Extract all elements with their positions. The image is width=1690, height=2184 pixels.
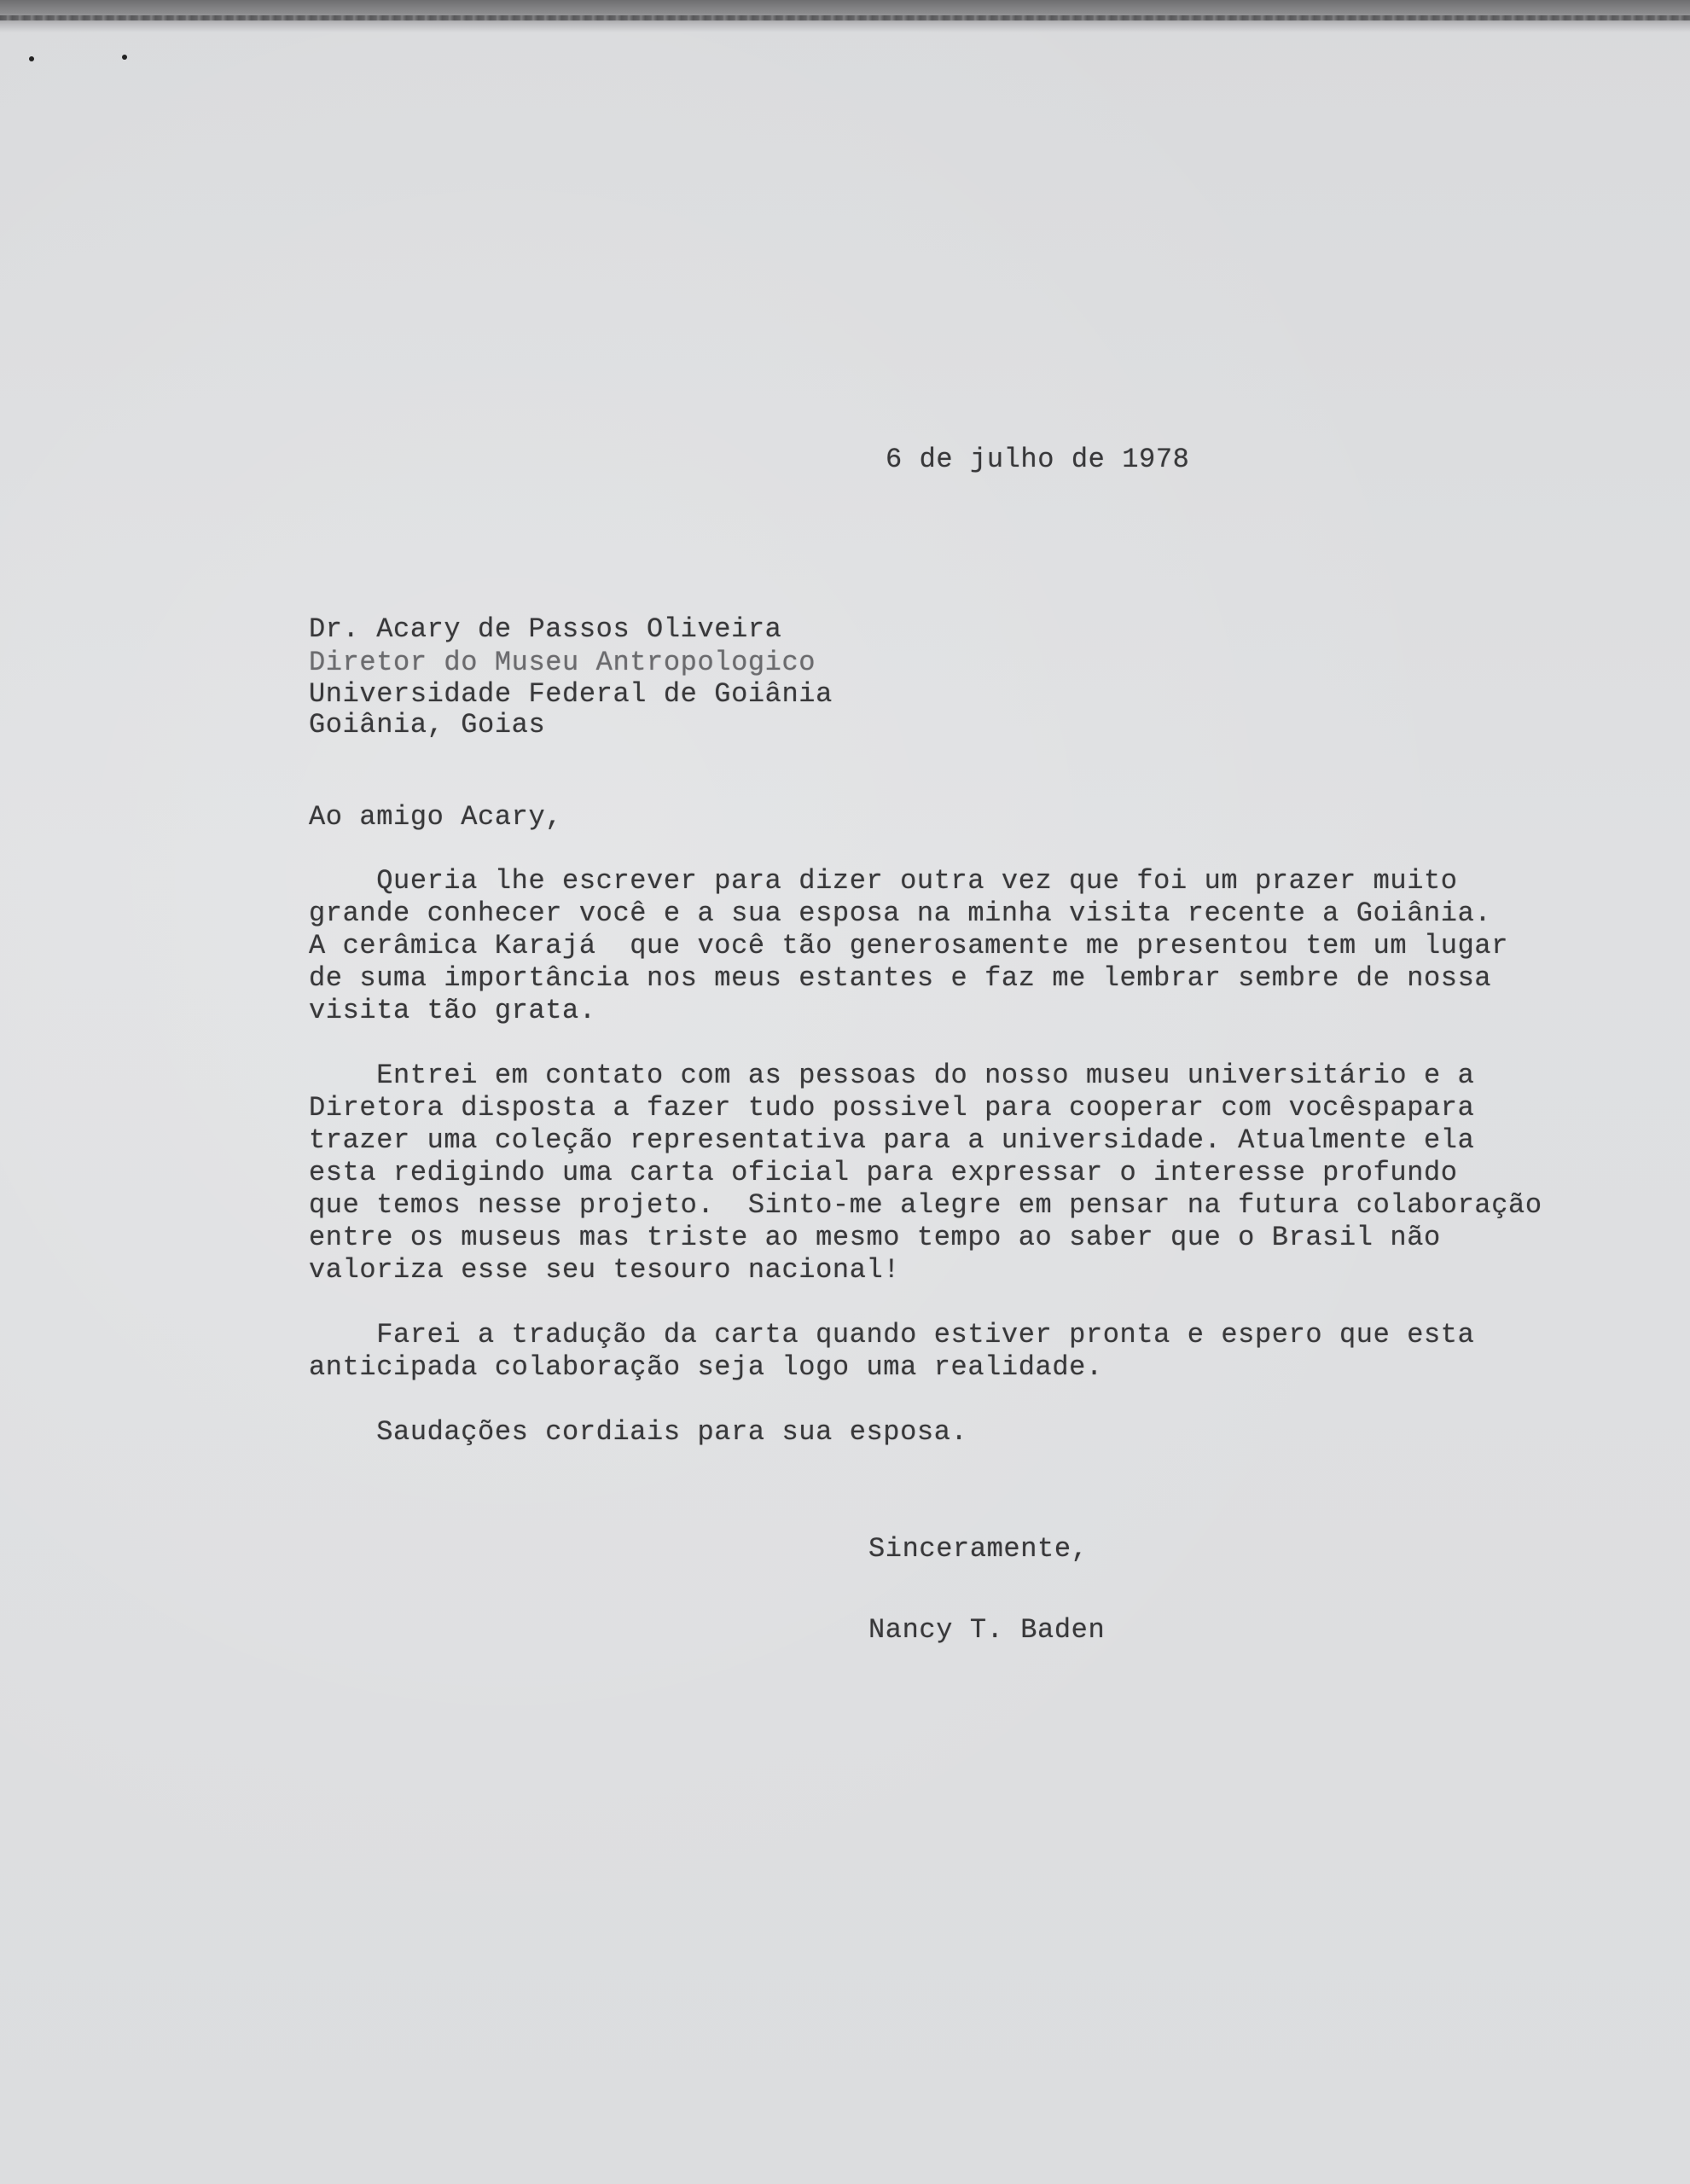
- paragraph-1-line: A cerâmica Karajá que você tão generosamente me presentou tem um lugar: [309, 930, 1509, 961]
- paragraph-2-line: Diretora disposta a fazer tudo possivel para cooperar com vocêspapara: [309, 1092, 1475, 1124]
- paragraph-1-line: grande conhecer você e a sua esposa na minha visita recente a Goiânia.: [309, 897, 1492, 929]
- paragraph-4: Saudações cordiais para sua esposa.: [309, 1416, 968, 1448]
- paragraph-1-line: Queria lhe escrever para dizer outra vez que foi um prazer muito: [309, 865, 1458, 897]
- salutation: Ao amigo Acary,: [309, 801, 563, 833]
- paragraph-1-line: de suma importância nos meus estantes e faz me lembrar sembre de nossa: [309, 962, 1492, 994]
- recipient-title: Diretor do Museu Antropologico: [309, 647, 816, 678]
- paragraph-3-line: anticipada colaboração seja logo uma realidade.: [309, 1351, 1103, 1383]
- paragraph-2-line: valoriza esse seu tesouro nacional!: [309, 1254, 901, 1286]
- letter-date: 6 de julho de 1978: [886, 444, 1190, 475]
- recipient-name: Dr. Acary de Passos Oliveira: [309, 613, 782, 645]
- paragraph-2-line: esta redigindo uma carta oficial para expressar o interesse profundo: [309, 1157, 1458, 1188]
- paragraph-1-line: visita tão grata.: [309, 995, 596, 1026]
- recipient-city: Goiânia, Goias: [309, 709, 546, 741]
- closing: Sinceramente,: [868, 1533, 1089, 1565]
- recipient-institution: Universidade Federal de Goiânia: [309, 678, 833, 710]
- paragraph-3-line: Farei a tradução da carta quando estiver pronta e espero que esta: [309, 1319, 1475, 1350]
- paragraph-2-line: entre os museus mas triste ao mesmo tempo ao saber que o Brasil não: [309, 1222, 1441, 1253]
- paragraph-2-line: que temos nesse projeto. Sinto-me alegre em pensar na futura colaboração: [309, 1189, 1542, 1221]
- paragraph-2-line: trazer uma coleção representativa para a universidade. Atualmente ela: [309, 1124, 1475, 1156]
- paragraph-2-line: Entrei em contato com as pessoas do nosso museu universitário e a: [309, 1060, 1475, 1091]
- signature-name: Nancy T. Baden: [868, 1614, 1106, 1646]
